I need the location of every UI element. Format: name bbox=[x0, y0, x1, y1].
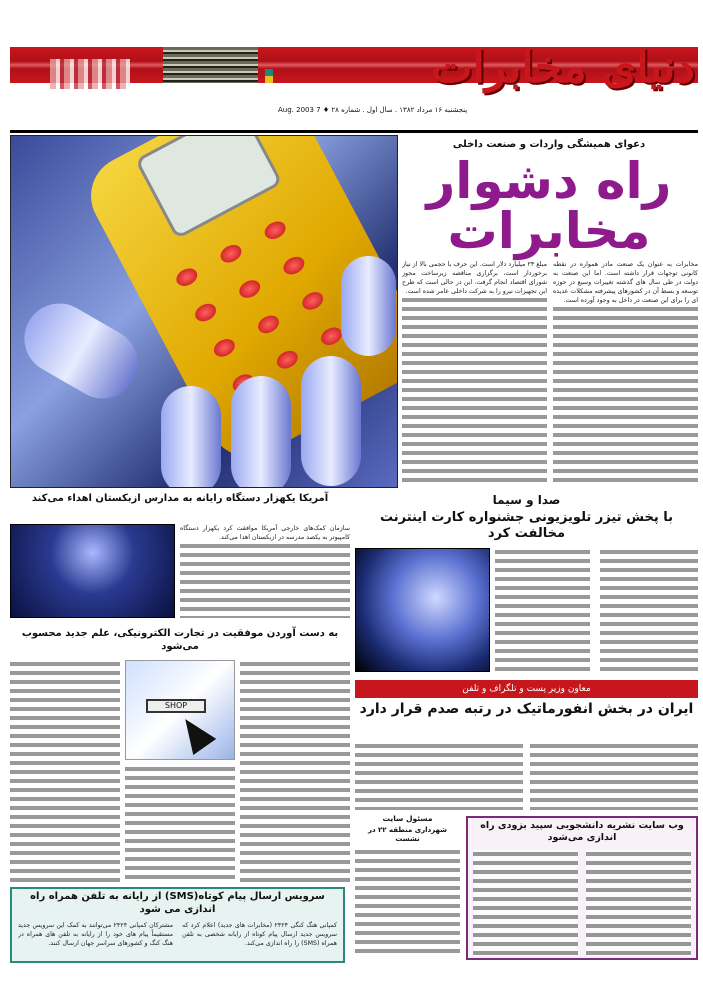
uzbek-lead: سازمان کمک‌های خارجی آمریکا موافقت کرد یکهزار دستگاه کامپیوتر به یکصد مدرسه در ازبکستان اهدا می‌کند. bbox=[180, 525, 350, 541]
irib-headline: با پخش تیزر تلویزیونی جشنواره کارت اینترنت مخالفت کرد bbox=[379, 510, 673, 542]
site-kicker: مسئول سایت bbox=[382, 814, 433, 823]
sms-headline: سرویس ارسال پیام کوتاه(SMS) از رایانه به تلفن همراه راه اندازی می شود bbox=[30, 891, 325, 915]
dateline: پنجشنبه ۱۶ مرداد ۱۳۸۲ . سال اول . شماره ۲۸ ♦ 7 Aug. 2003 bbox=[278, 106, 468, 114]
phone-screen bbox=[135, 135, 283, 239]
ecommerce-column-3 bbox=[10, 660, 120, 882]
uzbek-headline: آمریکا یکهزار دستگاه رایانه به مدارس ازبکستان اهداء می‌کند bbox=[31, 493, 329, 504]
iran-column-2 bbox=[530, 742, 698, 810]
shop-label: SHOP bbox=[146, 699, 206, 713]
irib-column-1 bbox=[495, 548, 590, 672]
lead-headline-line-2: مخابرات bbox=[447, 202, 651, 260]
cursor-arrow-icon bbox=[174, 711, 216, 755]
irib-column-2 bbox=[600, 548, 698, 672]
iran-headline: ایران در بخش انفورماتیک در رتبه صدم قرار دارد bbox=[359, 701, 694, 717]
header-rule bbox=[10, 130, 698, 133]
ecommerce-column-2 bbox=[125, 765, 235, 882]
lead-text: مخابرات به عنوان یک صنعت مادر همواره در نقطه کانونی توجهات قرار داشته است. اما این صنعت به دولت در طی سال های گذشته تغییرات وسیع در حوزه توسعه و بسط آن در کشورهای پیشرفته مشکلات عدیده ای را برای این صنعت در داخل به وجود آورده است. bbox=[553, 261, 698, 304]
sms-text-2: مشترکان کمپانی ۲۴۲۴ می‌توانند به کمک این سرویس جدید مستقیماً پیام های خود را از رایانه به تلفن های همراه در هنگ کنگ و کشورهای سراسر جهان ارسال کنند. bbox=[18, 922, 173, 947]
newspaper-logo: دنیای مخابرات bbox=[431, 42, 695, 93]
lead-headline bbox=[400, 152, 698, 260]
shop-button-photo bbox=[125, 660, 235, 760]
sms-text-1: کمپانی هنگ کنگی ۲۴۲۴ (مخابرات های جدید) اعلام کرد که سرویس جدید ارسال پیام کوتاه از رایانه شخصی به تلفن همراه (SMS) را راه اندازی می‌کند. bbox=[182, 922, 337, 947]
sepid-column-1 bbox=[586, 850, 691, 956]
sepid-box bbox=[466, 816, 698, 960]
irib-kicker: صدا و سیما bbox=[492, 493, 561, 507]
lead-headline-line-1: راه دشوار bbox=[426, 152, 672, 210]
lead-column-right bbox=[553, 260, 698, 487]
iran-column-1 bbox=[355, 742, 523, 810]
sepid-headline: وب سایت نشریه دانشجویی سپید بزودی راه اندازی می‌شود bbox=[480, 820, 684, 843]
lead-text: مبلغ ۲۳ میلیارد دلار است. این حرف با حجمی بالا از نیاز برخوردار است، برگزاری مناقصه زیرساخت مجوز شورای اقتصاد انجام گرفت. این در حالی است که طرح این تجهیزات نیرو را به شرکت داخلی عامر شده است. bbox=[402, 261, 547, 295]
masthead-color-chip bbox=[265, 69, 273, 83]
computer-lab-photo bbox=[10, 524, 175, 618]
ecommerce-column-1 bbox=[240, 660, 350, 882]
site-headline: شهرداری منطقه ۲۲ در نشست bbox=[367, 826, 448, 843]
iran-banner: معاون وزیر پست و تلگراف و تلفن bbox=[355, 680, 698, 698]
masthead-photo bbox=[163, 47, 258, 83]
lead-kicker: دعوای همیشگی واردات و صنعت داخلی bbox=[452, 139, 646, 150]
masthead-pattern bbox=[50, 59, 130, 89]
lead-photo-phone bbox=[10, 135, 398, 488]
lead-column-left bbox=[402, 260, 547, 487]
sms-box bbox=[10, 887, 345, 963]
site-text bbox=[355, 848, 460, 958]
ecommerce-headline: به دست آوردن موفقیت در تجارت الکترونیکی، علم جدید محسوب می‌شود bbox=[21, 628, 339, 652]
uzbek-text bbox=[180, 524, 350, 618]
sepid-column-2 bbox=[473, 850, 578, 956]
hard-disk-photo bbox=[355, 548, 490, 672]
